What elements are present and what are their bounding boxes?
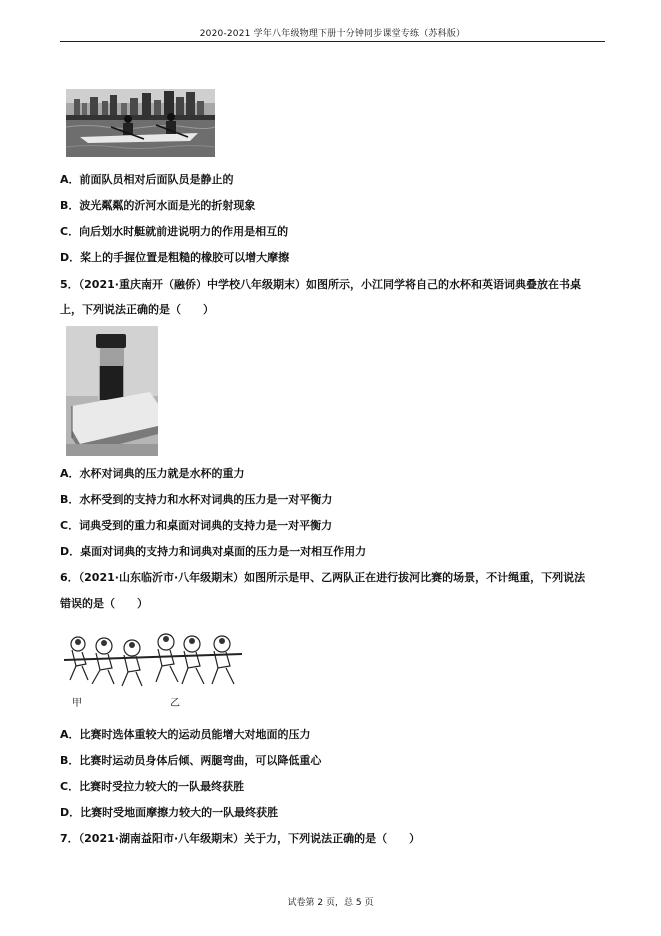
q5-stem-line1: 5．（2021·重庆南开（融侨）中学校八年级期末）如图所示，小江同学将自己的水杯和英语词典叠放在书桌 [60, 278, 581, 291]
q4-option-c: C．向后划水时艇就前进说明力的作用是相互的 [60, 225, 289, 238]
q6-option-a: A．比赛时选体重较大的运动员能增大对地面的压力 [60, 728, 311, 741]
cup-dictionary-photo [66, 326, 158, 456]
q4-option-a: A．前面队员相对后面队员是静止的 [60, 173, 234, 186]
q5-option-a: A．水杯对词典的压力就是水杯的重力 [60, 467, 245, 480]
q6-option-d: D．比赛时受地面摩擦力较大的一队最终获胜 [60, 806, 279, 819]
header-rule [60, 41, 605, 42]
q4-option-d: D．桨上的手握位置是粗糙的橡胶可以增大摩擦 [60, 251, 290, 264]
q6-stem-line2: 错误的是（ ） [60, 597, 148, 610]
q6-option-c: C．比赛时受拉力较大的一队最终获胜 [60, 780, 245, 793]
page-footer: 试卷第 2 页，总 5 页 [287, 898, 374, 908]
q5-stem-line2: 上，下列说法正确的是（ ） [60, 303, 214, 316]
q4-option-b: B．波光粼粼的沂河水面是光的折射现象 [60, 199, 256, 212]
page-header: 2020-2021 学年八年级物理下册十分钟同步课堂专练（苏科版） [199, 29, 466, 39]
team-jia-label: 甲 [72, 698, 82, 709]
tug-of-war-illustration [62, 630, 244, 710]
q5-option-d: D．桌面对词典的支持力和词典对桌面的压力是一对相互作用力 [60, 545, 367, 558]
q6-option-b: B．比赛时运动员身体后倾、两腿弯曲，可以降低重心 [60, 754, 322, 767]
q5-option-b: B．水杯受到的支持力和水杯对词典的压力是一对平衡力 [60, 493, 333, 506]
kayak-photo [66, 89, 215, 157]
team-yi-label: 乙 [170, 698, 180, 709]
q6-stem-line1: 6．（2021·山东临沂市·八年级期末）如图所示是甲、乙两队正在进行拔河比赛的场景，不计绳重，下列说法 [60, 571, 586, 584]
q5-option-c: C．词典受到的重力和桌面对词典的支持力是一对平衡力 [60, 519, 333, 532]
q7-stem: 7．（2021·湖南益阳市·八年级期末）关于力，下列说法正确的是（ ） [60, 832, 421, 845]
